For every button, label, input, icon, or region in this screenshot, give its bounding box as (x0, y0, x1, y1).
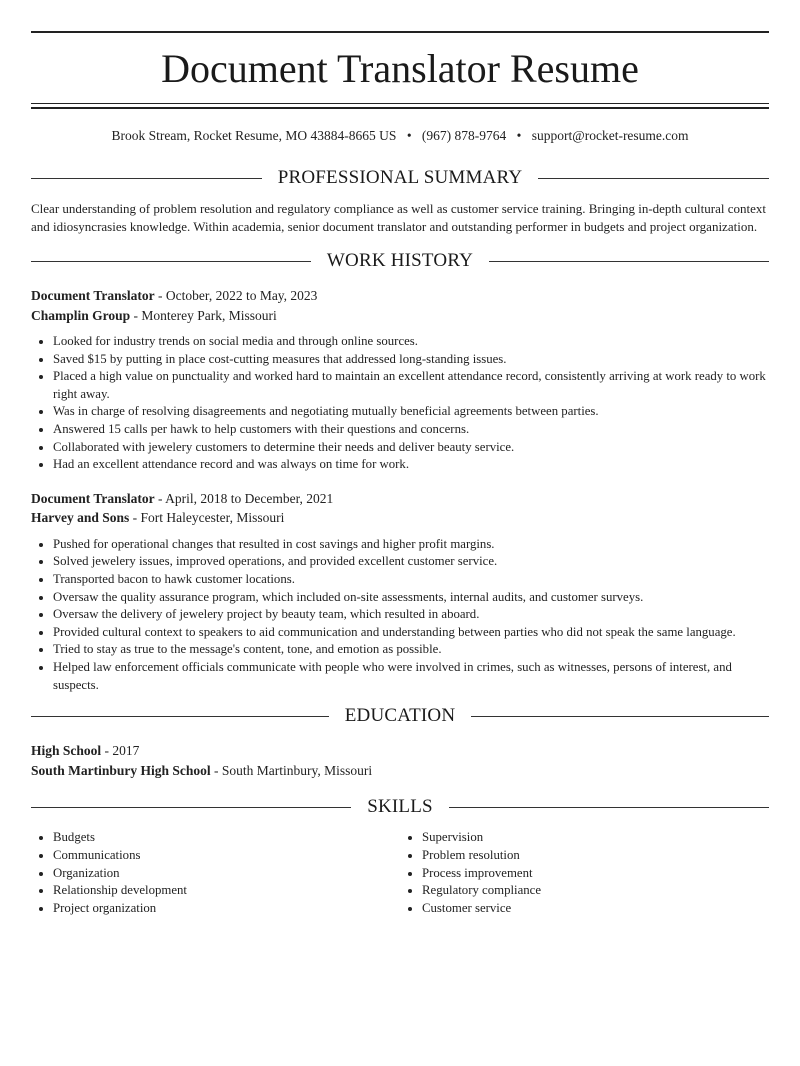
education-entry (31, 741, 769, 780)
company-name: Harvey and Sons (31, 510, 130, 526)
job-dates: April, 2018 to December, 2021 (165, 490, 334, 506)
list-item: • Helped law enforcement officials communicate with people who were involved in crimes, such as witnesses, persons of interest, and suspects. (53, 659, 769, 694)
graduation-year: 2017 (112, 743, 140, 759)
dash: - (101, 743, 113, 759)
dash: - (154, 490, 166, 506)
company-name: Champlin Group (31, 307, 131, 323)
summary-text: Clear understanding of problem resolution and regulatory compliance as well as customer service training. Bringing in-depth cultural context and idiosyncrasies knowledge. Within academia, senior document translator and outstanding performer in budgets and project organization. (31, 201, 767, 234)
skills-list-left (31, 829, 400, 918)
bullet-separator: • (406, 128, 412, 143)
resume-title: Document Translator Resume (161, 46, 639, 91)
list-item: • Tried to stay as true to the message's content, tone, and emotion as possible. (53, 641, 769, 659)
rule-thick (31, 107, 769, 109)
list-item: • Saved $15 by putting in place cost-cutting measures that addressed long-standing issues. (53, 351, 769, 369)
skill-item: • Regulatory compliance (422, 882, 769, 900)
heading-rule-left (31, 716, 329, 717)
skill-item: • Process improvement (422, 865, 769, 883)
rule-thin (31, 103, 769, 104)
contact-email: support@rocket-resume.com (531, 128, 689, 143)
heading-rule-left (31, 807, 351, 808)
skill-item: • Communications (53, 847, 400, 865)
heading-rule-left (31, 178, 262, 179)
company-line (31, 306, 769, 326)
contact-phone: (967) 878-9764 (421, 128, 507, 143)
job-title-line (31, 286, 769, 306)
skill-item: • Supervision (422, 829, 769, 847)
bullet-separator: • (516, 128, 522, 143)
list-item: • Solved jewelery issues, improved operations, and provided excellent customer service. (53, 553, 769, 571)
skills-columns (31, 829, 769, 918)
list-item: • Was in charge of resolving disagreements and negotiating mutually beneficial agreements between parties. (53, 403, 769, 421)
skill-item: • Project organization (53, 900, 400, 918)
heading-label: WORK HISTORY (326, 250, 474, 271)
school-location: South Martinbury, Missouri (221, 762, 373, 778)
school-name: South Martinbury High School (31, 762, 211, 778)
heading-rule-left (31, 261, 311, 262)
list-item: • Placed a high value on punctuality and worked hard to maintain an excellent attendance record, consistently arriving at work ready to work right away. (53, 368, 769, 403)
company-line (31, 508, 769, 528)
list-item: • Collaborated with jewelery customers to determine their needs and deliver beauty service. (53, 439, 769, 457)
company-location: Fort Haleycester, Missouri (140, 510, 285, 526)
heading-rule-right (449, 807, 769, 808)
dash: - (154, 288, 166, 303)
dash: - (130, 307, 142, 323)
list-item: • Had an excellent attendance record and was always on time for work. (53, 456, 769, 474)
heading-rule-right (538, 178, 769, 179)
heading-rule-right (471, 716, 769, 717)
section-heading-education (31, 704, 769, 728)
work-entry (31, 489, 769, 694)
list-item: • Provided cultural context to speakers to aid communication and understanding between parties who did not speak the same language. (53, 624, 769, 642)
skill-item: • Problem resolution (422, 847, 769, 865)
heading-rule-right (489, 261, 769, 262)
heading-label: PROFESSIONAL SUMMARY (277, 167, 523, 188)
skill-item: • Organization (53, 865, 400, 883)
list-item: • Transported bacon to hawk customer locations. (53, 571, 769, 589)
list-item: • Pushed for operational changes that resulted in cost savings and higher profit margins. (53, 536, 769, 554)
degree: High School (31, 743, 102, 759)
heading-label: SKILLS (367, 796, 433, 818)
contact-line (31, 127, 769, 145)
school-line (31, 761, 769, 781)
section-heading-work-history (31, 249, 769, 273)
dash: - (129, 510, 141, 526)
title-double-rule (31, 103, 769, 109)
resume-page (0, 31, 800, 918)
section-heading-summary (31, 166, 769, 190)
contact-address: Brook Stream, Rocket Resume, MO 43884-8665 US (111, 128, 397, 143)
list-item: • Oversaw the quality assurance program, which included on-site assessments, internal audits, and customer surveys. (53, 589, 769, 607)
skill-item: • Budgets (53, 829, 400, 847)
list-item: • Answered 15 calls per hawk to help customers with their questions and concerns. (53, 421, 769, 439)
job-dates: October, 2022 to May, 2023 (165, 288, 318, 303)
job-title: Document Translator (31, 288, 155, 303)
company-location: Monterey Park, Missouri (141, 307, 277, 323)
dash: - (210, 762, 222, 778)
job-bullets (31, 333, 769, 474)
section-heading-skills (31, 795, 769, 819)
skill-item: • Customer service (422, 900, 769, 918)
list-item: • Oversaw the delivery of jewelery project by beauty team, which resulted in aboard. (53, 606, 769, 624)
skills-list-right (400, 829, 769, 918)
heading-label: EDUCATION (344, 705, 456, 727)
job-bullets (31, 536, 769, 694)
work-entry (31, 286, 769, 474)
job-title-line (31, 489, 769, 509)
list-item: • Looked for industry trends on social media and through online sources. (53, 333, 769, 351)
degree-line (31, 741, 769, 761)
skill-item: • Relationship development (53, 882, 400, 900)
job-title: Document Translator (31, 490, 155, 506)
